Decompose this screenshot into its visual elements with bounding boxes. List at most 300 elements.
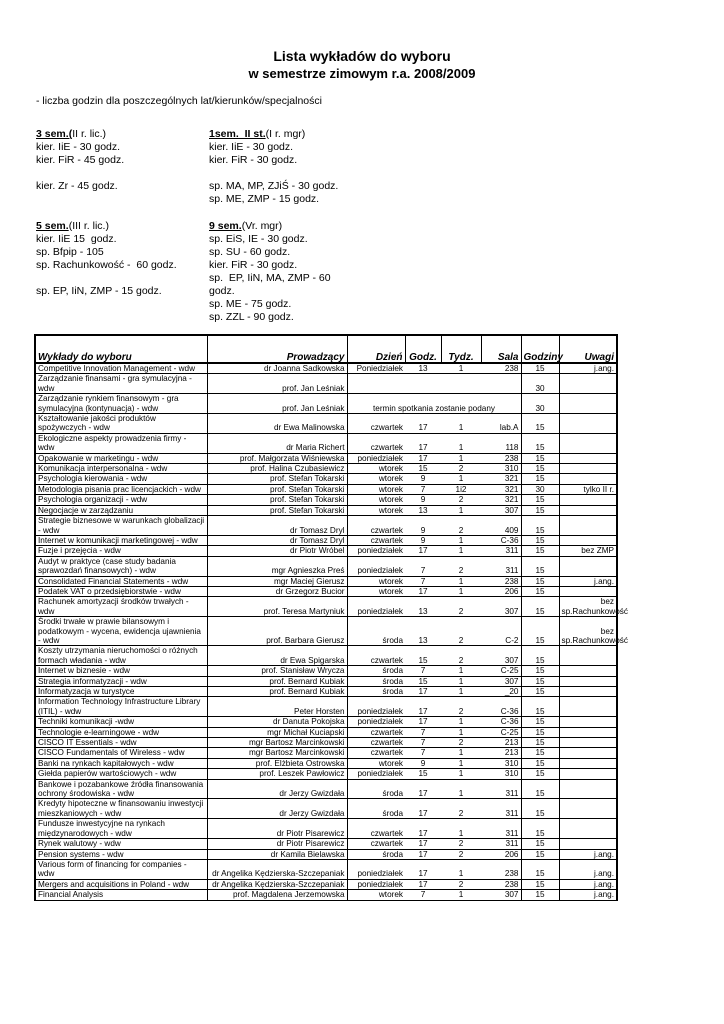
cell-room: 206 <box>481 849 521 859</box>
table-row <box>35 617 617 646</box>
cell-hour: 7 <box>405 576 441 586</box>
cell-room: C-36 <box>481 535 521 545</box>
cell-day: poniedziałek <box>347 859 405 879</box>
cell-day: czwartek <box>347 819 405 839</box>
semester-9-lines: sp. EiS, IE - 30 godz. sp. SU - 60 godz. kier. FiR - 30 godz. sp. EP, IiN, MA, ZMP - 60 godz. sp. ME - 75 godz. sp. ZZL - 90 godz. <box>209 233 331 323</box>
cell-remarks <box>559 516 617 536</box>
cell-remarks <box>559 748 617 758</box>
cell-room: 311 <box>481 779 521 799</box>
cell-day: poniedziałek <box>347 879 405 889</box>
cell-hour: 7 <box>405 666 441 676</box>
cell-hours-total: 15 <box>521 516 559 536</box>
cell-week: 1 <box>441 505 481 515</box>
cell-week: 2 <box>441 799 481 819</box>
table-row <box>35 495 617 505</box>
cell-lecture: Information Technology Infrastructure Library (ITIL) - wdw <box>35 697 207 717</box>
cell-hours-total: 15 <box>521 849 559 859</box>
table-row <box>35 727 617 737</box>
cell-hour: 17 <box>405 453 441 463</box>
cell-hours-total: 15 <box>521 414 559 434</box>
semester-1-heading: 1sem. II st. <box>209 128 266 140</box>
cell-room: C-25 <box>481 666 521 676</box>
cell-remarks <box>559 433 617 453</box>
cell-day: wtorek <box>347 890 405 900</box>
cell-lecturer: prof. Jan Leśniak <box>207 394 347 414</box>
cell-remarks <box>559 769 617 779</box>
cell-room: 409 <box>481 516 521 536</box>
cell-hours-total: 15 <box>521 676 559 686</box>
cell-lecture: Fuzje i przejęcia - wdw <box>35 546 207 556</box>
cell-room: 238 <box>481 879 521 889</box>
cell-hours-total: 15 <box>521 717 559 727</box>
cell-lecture: Ekologiczne aspekty prowadzenia firmy - wdw <box>35 433 207 453</box>
table-header-row <box>35 335 617 363</box>
cell-hours-total: 30 <box>521 394 559 414</box>
cell-hours-total: 15 <box>521 666 559 676</box>
table-row <box>35 676 617 686</box>
cell-room: C-2 <box>481 617 521 646</box>
cell-room: 238 <box>481 576 521 586</box>
table-row <box>35 414 617 434</box>
cell-lecture: Podatek VAT o przedsiębiorstwie - wdw <box>35 586 207 596</box>
cell-lecturer: prof. Bernard Kubiak <box>207 687 347 697</box>
cell-week: 2 <box>441 839 481 849</box>
cell-lecturer: dr Ewa Malinowska <box>207 414 347 434</box>
table-row <box>35 484 617 494</box>
cell-lecturer: dr Tomasz Dryl <box>207 535 347 545</box>
cell-room: 238 <box>481 363 521 374</box>
cell-day: wtorek <box>347 505 405 515</box>
table-row <box>35 433 617 453</box>
cell-lecturer: prof. Stefan Tokarski <box>207 495 347 505</box>
cell-week: 1 <box>441 363 481 374</box>
cell-week: 1 <box>441 474 481 484</box>
cell-day: poniedziałek <box>347 556 405 576</box>
cell-week: 1 <box>441 576 481 586</box>
cell-lecture: Psychologia organizacji - wdw <box>35 495 207 505</box>
cell-hours-total: 15 <box>521 576 559 586</box>
cell-hour: 9 <box>405 535 441 545</box>
cell-day: wtorek <box>347 484 405 494</box>
table-row <box>35 748 617 758</box>
cell-room: 321 <box>481 484 521 494</box>
cell-lecture: Bankowe i pozabankowe źródła finansowania ochrony środowiska - wdw <box>35 779 207 799</box>
cell-hours-total: 15 <box>521 597 559 617</box>
cell-hour: 17 <box>405 849 441 859</box>
cell-lecturer: prof. Stefan Tokarski <box>207 505 347 515</box>
table-row <box>35 464 617 474</box>
cell-remarks <box>559 453 617 463</box>
cell-remarks: j.ang. <box>559 363 617 374</box>
cell-day: Poniedziałek <box>347 363 405 374</box>
cell-day: środa <box>347 687 405 697</box>
cell-week: 1 <box>441 414 481 434</box>
cell-lecture: CISCO IT Essentials - wdw <box>35 738 207 748</box>
cell-lecturer: prof. Bernard Kubiak <box>207 676 347 686</box>
cell-week: 2 <box>441 738 481 748</box>
cell-hours-total: 15 <box>521 748 559 758</box>
cell-day: środa <box>347 799 405 819</box>
semester-1-block <box>209 128 338 206</box>
cell-lecturer: prof. Teresa Martyniuk <box>207 597 347 617</box>
cell-lecture: Consolidated Financial Statements - wdw <box>35 576 207 586</box>
cell-day: środa <box>347 617 405 646</box>
table-row <box>35 849 617 859</box>
cell-remarks <box>559 505 617 515</box>
cell-hours-total: 15 <box>521 464 559 474</box>
semester-3-heading: 3 sem.( <box>36 128 73 140</box>
cell-hour: 17 <box>405 717 441 727</box>
cell-hours-total: 15 <box>521 617 559 646</box>
cell-day: czwartek <box>347 535 405 545</box>
cell-remarks <box>559 535 617 545</box>
cell-week: 2 <box>441 646 481 666</box>
cell-room: 238 <box>481 453 521 463</box>
cell-hour: 9 <box>405 495 441 505</box>
cell-hour: 7 <box>405 484 441 494</box>
cell-day: wtorek <box>347 586 405 596</box>
cell-remarks: bez sp.Rachunkowość <box>559 597 617 617</box>
cell-lecture: Zarządzanie finansami - gra symulacyjna - wdw <box>35 374 207 394</box>
cell-lecture: Pension systems - wdw <box>35 849 207 859</box>
cell-hours-total: 15 <box>521 769 559 779</box>
cell-lecturer: dr Jerzy Gwizdała <box>207 799 347 819</box>
cell-day: czwartek <box>347 516 405 536</box>
semester-5-heading-rest: (III r. lic.) <box>68 220 109 232</box>
cell-room: 307 <box>481 597 521 617</box>
cell-remarks <box>559 586 617 596</box>
cell-remarks: j.ang. <box>559 849 617 859</box>
cell-lecture: Negocjacje w zarządzaniu <box>35 505 207 515</box>
cell-hour: 17 <box>405 546 441 556</box>
cell-lecturer: dr Maria Richert <box>207 433 347 453</box>
cell-remarks <box>559 556 617 576</box>
cell-week: 1 <box>441 819 481 839</box>
cell-lecturer: prof. Elżbieta Ostrowska <box>207 758 347 768</box>
cell-lecturer: mgr Maciej Gierusz <box>207 576 347 586</box>
cell-lecture: Internet w biznesie - wdw <box>35 666 207 676</box>
cell-hour: 15 <box>405 769 441 779</box>
cell-remarks <box>559 474 617 484</box>
cell-day: wtorek <box>347 464 405 474</box>
cell-hours-total: 15 <box>521 799 559 819</box>
cell-lecture: Opakowanie w marketingu - wdw <box>35 453 207 463</box>
table-row <box>35 374 617 394</box>
cell-day: środa <box>347 666 405 676</box>
cell-lecturer: prof. Stanisław Wrycza <box>207 666 347 676</box>
cell-lecture: Kształtowanie jakości produktów spożywczych - wdw <box>35 414 207 434</box>
cell-week: 1 <box>441 748 481 758</box>
cell-day: poniedziałek <box>347 697 405 717</box>
cell-room: 238 <box>481 859 521 879</box>
cell-room: 307 <box>481 676 521 686</box>
cell-hour: 17 <box>405 799 441 819</box>
table-row <box>35 758 617 768</box>
cell-remarks <box>559 758 617 768</box>
cell-lecturer: dr Joanna Sadkowska <box>207 363 347 374</box>
cell-lecturer: dr Angelika Kędzierska-Szczepaniak <box>207 879 347 889</box>
cell-lecturer: dr Tomasz Dryl <box>207 516 347 536</box>
cell-week: 1 <box>441 666 481 676</box>
cell-hours-total: 30 <box>521 484 559 494</box>
cell-lecturer: prof. Małgorzata Wiśniewska <box>207 453 347 463</box>
cell-hour: 17 <box>405 839 441 849</box>
cell-hours-total: 30 <box>521 374 559 394</box>
semester-1-lines: kier. IiE - 30 godz. kier. FiR - 30 godz. sp. MA, MP, ZJiŚ - 30 godz. sp. ME, ZMP - 15 godz. <box>209 141 339 205</box>
cell-hours-total: 15 <box>521 586 559 596</box>
header-hours-total: Godziny <box>521 335 559 363</box>
table-row <box>35 717 617 727</box>
cell-week: 1 <box>441 890 481 900</box>
table-row <box>35 879 617 889</box>
cell-hour <box>405 374 441 394</box>
semester-3-block <box>36 128 124 193</box>
cell-hours-total: 15 <box>521 738 559 748</box>
cell-hours-total: 15 <box>521 546 559 556</box>
table-row <box>35 839 617 849</box>
cell-hours-total: 15 <box>521 819 559 839</box>
cell-hours-total: 15 <box>521 433 559 453</box>
cell-room: 310 <box>481 464 521 474</box>
cell-week: 2 <box>441 464 481 474</box>
cell-hours-total: 15 <box>521 474 559 484</box>
cell-week <box>441 374 481 394</box>
cell-day: czwartek <box>347 738 405 748</box>
semester-5-block <box>36 220 177 298</box>
cell-room: C-36 <box>481 717 521 727</box>
cell-lecturer: dr Angelika Kędzierska-Szczepaniak <box>207 859 347 879</box>
header-week: Tydz. <box>441 335 481 363</box>
semester-9-heading: 9 sem. <box>209 220 242 232</box>
cell-lecturer: mgr Agnieszka Preś <box>207 556 347 576</box>
table-row <box>35 597 617 617</box>
cell-hours-total: 15 <box>521 779 559 799</box>
cell-hours-total: 15 <box>521 697 559 717</box>
cell-hour: 17 <box>405 687 441 697</box>
cell-room: 311 <box>481 556 521 576</box>
cell-lecture: Środki trwałe w prawie bilansowym i podatkowym - wycena, ewidencja ujawnienia - wdw <box>35 617 207 646</box>
cell-remarks: j.ang. <box>559 576 617 586</box>
cell-day: poniedziałek <box>347 453 405 463</box>
cell-hour: 15 <box>405 676 441 686</box>
table-row <box>35 738 617 748</box>
cell-remarks <box>559 738 617 748</box>
cell-hours-total: 15 <box>521 363 559 374</box>
cell-room: lab.A <box>481 414 521 434</box>
lectures-table <box>34 334 628 901</box>
table-row <box>35 666 617 676</box>
cell-remarks <box>559 819 617 839</box>
semester-3-heading-rest: II r. lic.) <box>72 128 107 140</box>
cell-lecture: Various form of financing for companies - wdw <box>35 859 207 879</box>
cell-lecture: Informatyzacja w turystyce <box>35 687 207 697</box>
cell-room: 213 <box>481 748 521 758</box>
cell-day: poniedziałek <box>347 769 405 779</box>
cell-day: wtorek <box>347 474 405 484</box>
hours-note: - liczba godzin dla poszczególnych lat/kierunków/specjalności <box>36 95 322 107</box>
table-row <box>35 799 617 819</box>
cell-remarks <box>559 839 617 849</box>
table-row <box>35 819 617 839</box>
cell-week: 1 <box>441 687 481 697</box>
cell-hour: 17 <box>405 779 441 799</box>
cell-hours-total: 15 <box>521 859 559 879</box>
semester-5-lines: kier. IiE 15 godz. sp. Bfpip - 105 sp. Rachunkowość - 60 godz. sp. EP, IiN, ZMP - 15 godz. <box>36 233 177 297</box>
cell-lecturer: dr Grzegorz Bucior <box>207 586 347 596</box>
cell-day <box>347 374 405 394</box>
cell-lecturer: dr Danuta Pokojska <box>207 717 347 727</box>
table-body <box>35 363 628 900</box>
cell-lecturer: prof. Jan Leśniak <box>207 374 347 394</box>
cell-day: czwartek <box>347 727 405 737</box>
cell-hour: 17 <box>405 859 441 879</box>
cell-lecture: Fundusze inwestycyjne na rynkach międzynarodowych - wdw <box>35 819 207 839</box>
cell-remarks <box>559 394 617 414</box>
cell-day: środa <box>347 779 405 799</box>
table-row <box>35 453 617 463</box>
cell-week: 1 <box>441 546 481 556</box>
table-row <box>35 586 617 596</box>
cell-week: 1 <box>441 535 481 545</box>
cell-lecture: Strategie biznesowe w warunkach globalizacji - wdw <box>35 516 207 536</box>
table-row <box>35 474 617 484</box>
cell-remarks <box>559 799 617 819</box>
cell-lecture: Mergers and acquisitions in Poland - wdw <box>35 879 207 889</box>
cell-day: wtorek <box>347 758 405 768</box>
cell-week: 2 <box>441 617 481 646</box>
cell-lecturer: prof. Stefan Tokarski <box>207 484 347 494</box>
cell-week: 1 <box>441 769 481 779</box>
cell-week: 2 <box>441 879 481 889</box>
cell-lecture: Competitive Innovation Management - wdw <box>35 363 207 374</box>
header-hour: Godz. <box>405 335 441 363</box>
cell-room: _20 <box>481 687 521 697</box>
cell-hours-total: 15 <box>521 453 559 463</box>
cell-hours-total: 15 <box>521 505 559 515</box>
table-row <box>35 687 617 697</box>
cell-room: 311 <box>481 546 521 556</box>
cell-room: C-25 <box>481 727 521 737</box>
cell-day: czwartek <box>347 839 405 849</box>
cell-room: 118 <box>481 433 521 453</box>
cell-room: 310 <box>481 769 521 779</box>
cell-day: czwartek <box>347 646 405 666</box>
cell-day: wtorek <box>347 495 405 505</box>
cell-lecture: Kredyty hipoteczne w finansowaniu inwestycji mieszkaniowych - wdw <box>35 799 207 819</box>
cell-hour: 17 <box>405 414 441 434</box>
cell-lecture: Rachunek amortyzacji środków trwałych - wdw <box>35 597 207 617</box>
cell-remarks: j.ang. <box>559 859 617 879</box>
cell-week: 2 <box>441 495 481 505</box>
cell-lecture: Internet w komunikacji marketingowej - wdw <box>35 535 207 545</box>
cell-lecturer: prof. Barbara Gierusz <box>207 617 347 646</box>
cell-day: czwartek <box>347 433 405 453</box>
cell-lecturer: prof. Magdalena Jerzemowska <box>207 890 347 900</box>
cell-week: 2 <box>441 849 481 859</box>
cell-hour: 17 <box>405 879 441 889</box>
cell-room: 307 <box>481 646 521 666</box>
table-row <box>35 859 617 879</box>
table-row <box>35 546 617 556</box>
cell-remarks: bez sp.Rachunkowość <box>559 617 617 646</box>
cell-room: 311 <box>481 819 521 839</box>
cell-lecture: Techniki komunikacji -wdw <box>35 717 207 727</box>
cell-hour: 17 <box>405 586 441 596</box>
cell-lecture: Technologie e-learningowe - wdw <box>35 727 207 737</box>
cell-week: 1 <box>441 859 481 879</box>
cell-day: poniedziałek <box>347 717 405 727</box>
cell-week: 1 <box>441 676 481 686</box>
cell-week: 1 <box>441 727 481 737</box>
cell-lecture: Giełda papierów wartościowych - wdw <box>35 769 207 779</box>
cell-hour: 7 <box>405 890 441 900</box>
cell-hours-total: 15 <box>521 839 559 849</box>
cell-lecture: Audyt w praktyce (case study badania sprawozdań finansowych) - wdw <box>35 556 207 576</box>
table-row <box>35 394 617 414</box>
cell-remarks <box>559 374 617 394</box>
cell-room: 321 <box>481 495 521 505</box>
cell-room: 311 <box>481 799 521 819</box>
cell-day: czwartek <box>347 748 405 758</box>
cell-lecturer: mgr Bartosz Marcinkowski <box>207 738 347 748</box>
cell-remarks: bez ZMP <box>559 546 617 556</box>
cell-hour: 9 <box>405 516 441 536</box>
cell-room: 310 <box>481 758 521 768</box>
cell-lecturer: dr Piotr Wróbel <box>207 546 347 556</box>
cell-hour: 15 <box>405 464 441 474</box>
header-lecturer: Prowadzący <box>207 335 347 363</box>
header-day: Dzień <box>347 335 405 363</box>
cell-hour: 17 <box>405 697 441 717</box>
cell-lecture: Financial Analysis <box>35 890 207 900</box>
cell-lecture: Psychologia kierowania - wdw <box>35 474 207 484</box>
table-row <box>35 769 617 779</box>
cell-lecture: Zarządzanie rynkiem finansowym - gra symulacyjna (kontynuacja) - wdw <box>35 394 207 414</box>
cell-week: 2 <box>441 597 481 617</box>
cell-hours-total: 15 <box>521 687 559 697</box>
cell-lecturer: dr Piotr Pisarewicz <box>207 839 347 849</box>
table-row <box>35 779 617 799</box>
cell-week: 2 <box>441 697 481 717</box>
cell-day: środa <box>347 676 405 686</box>
cell-day: termin spotkania zostanie podany <box>347 394 521 414</box>
table-row <box>35 363 617 374</box>
cell-hours-total: 15 <box>521 758 559 768</box>
cell-remarks <box>559 495 617 505</box>
cell-lecturer: dr Kamila Bielawska <box>207 849 347 859</box>
cell-hour: 13 <box>405 597 441 617</box>
header-remarks: Uwagi <box>559 335 617 363</box>
cell-day: czwartek <box>347 414 405 434</box>
cell-remarks <box>559 697 617 717</box>
cell-hour: 7 <box>405 738 441 748</box>
cell-lecture: Koszty utrzymania nieruchomości o różnych formach władania - wdw <box>35 646 207 666</box>
cell-remarks <box>559 676 617 686</box>
cell-lecture: CISCO Fundamentals of Wireless - wdw <box>35 748 207 758</box>
cell-hours-total: 15 <box>521 646 559 666</box>
cell-hour: 15 <box>405 646 441 666</box>
cell-week: 1 <box>441 453 481 463</box>
table-row <box>35 516 617 536</box>
cell-remarks <box>559 646 617 666</box>
table-row <box>35 697 617 717</box>
cell-week: 1i2 <box>441 484 481 494</box>
cell-room: 213 <box>481 738 521 748</box>
header-lecture: Wykłady do wyboru <box>35 335 207 363</box>
cell-hour: 17 <box>405 433 441 453</box>
cell-lecturer: mgr Michał Kuciapski <box>207 727 347 737</box>
cell-lecture: Komunikacja interpersonalna - wdw <box>35 464 207 474</box>
